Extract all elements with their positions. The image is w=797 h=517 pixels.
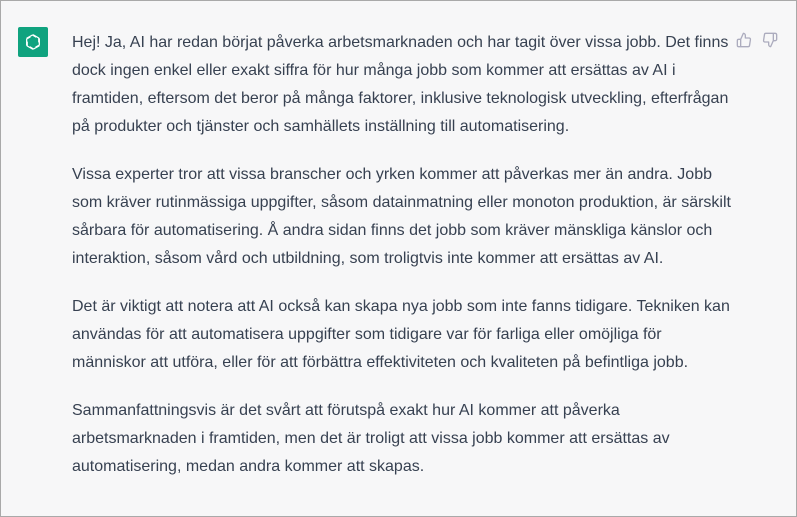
assistant-message <box>72 29 732 501</box>
thumbs-down-icon <box>762 32 778 48</box>
thumbs-down-button[interactable] <box>762 32 778 48</box>
message-paragraph-3: Det är viktigt att notera att AI också kan skapa nya jobb som inte fanns tidigare. Tekniken kan användas för att automatisera uppgifter som tidigare var för farliga eller omöjliga för människor att utföra, eller för att förbättra effektiviteten och kvaliteten på befintliga jobb. <box>72 298 730 371</box>
message-paragraph-1: Hej! Ja, AI har redan börjat påverka arbetsmarknaden och har tagit över vissa jobb. Det finns dock ingen enkel eller exakt siffra för hur många jobb som kommer att ersättas av AI i framtiden, eftersom det beror på många faktorer, inklusive teknologisk utveckling, efterfrågan på produkter och tjänster och samhällets inställning till automatisering. <box>72 34 729 135</box>
assistant-avatar <box>18 27 48 57</box>
openai-logo-icon <box>23 32 43 52</box>
message-paragraph-2: Vissa experter tror att vissa branscher och yrken kommer att påverkas mer än andra. Jobb som kräver rutinmässiga uppgifter, såsom datainmatning eller monoton produktion, är särskilt sårbara för automatisering. Å andra sidan finns det jobb som kräver mänskliga känslor och interaktion, såsom vård och utbildning, som troligtvis inte kommer att ersättas av AI. <box>72 166 731 267</box>
thumbs-up-button[interactable] <box>736 32 752 48</box>
thumbs-up-icon <box>736 32 752 48</box>
message-paragraph-4: Sammanfattningsvis är det svårt att förutspå exakt hur AI kommer att påverka arbetsmarknaden i framtiden, men det är troligt att vissa jobb kommer att ersättas av automatisering, medan andra kommer att skapas. <box>72 402 670 475</box>
feedback-buttons <box>736 32 778 48</box>
